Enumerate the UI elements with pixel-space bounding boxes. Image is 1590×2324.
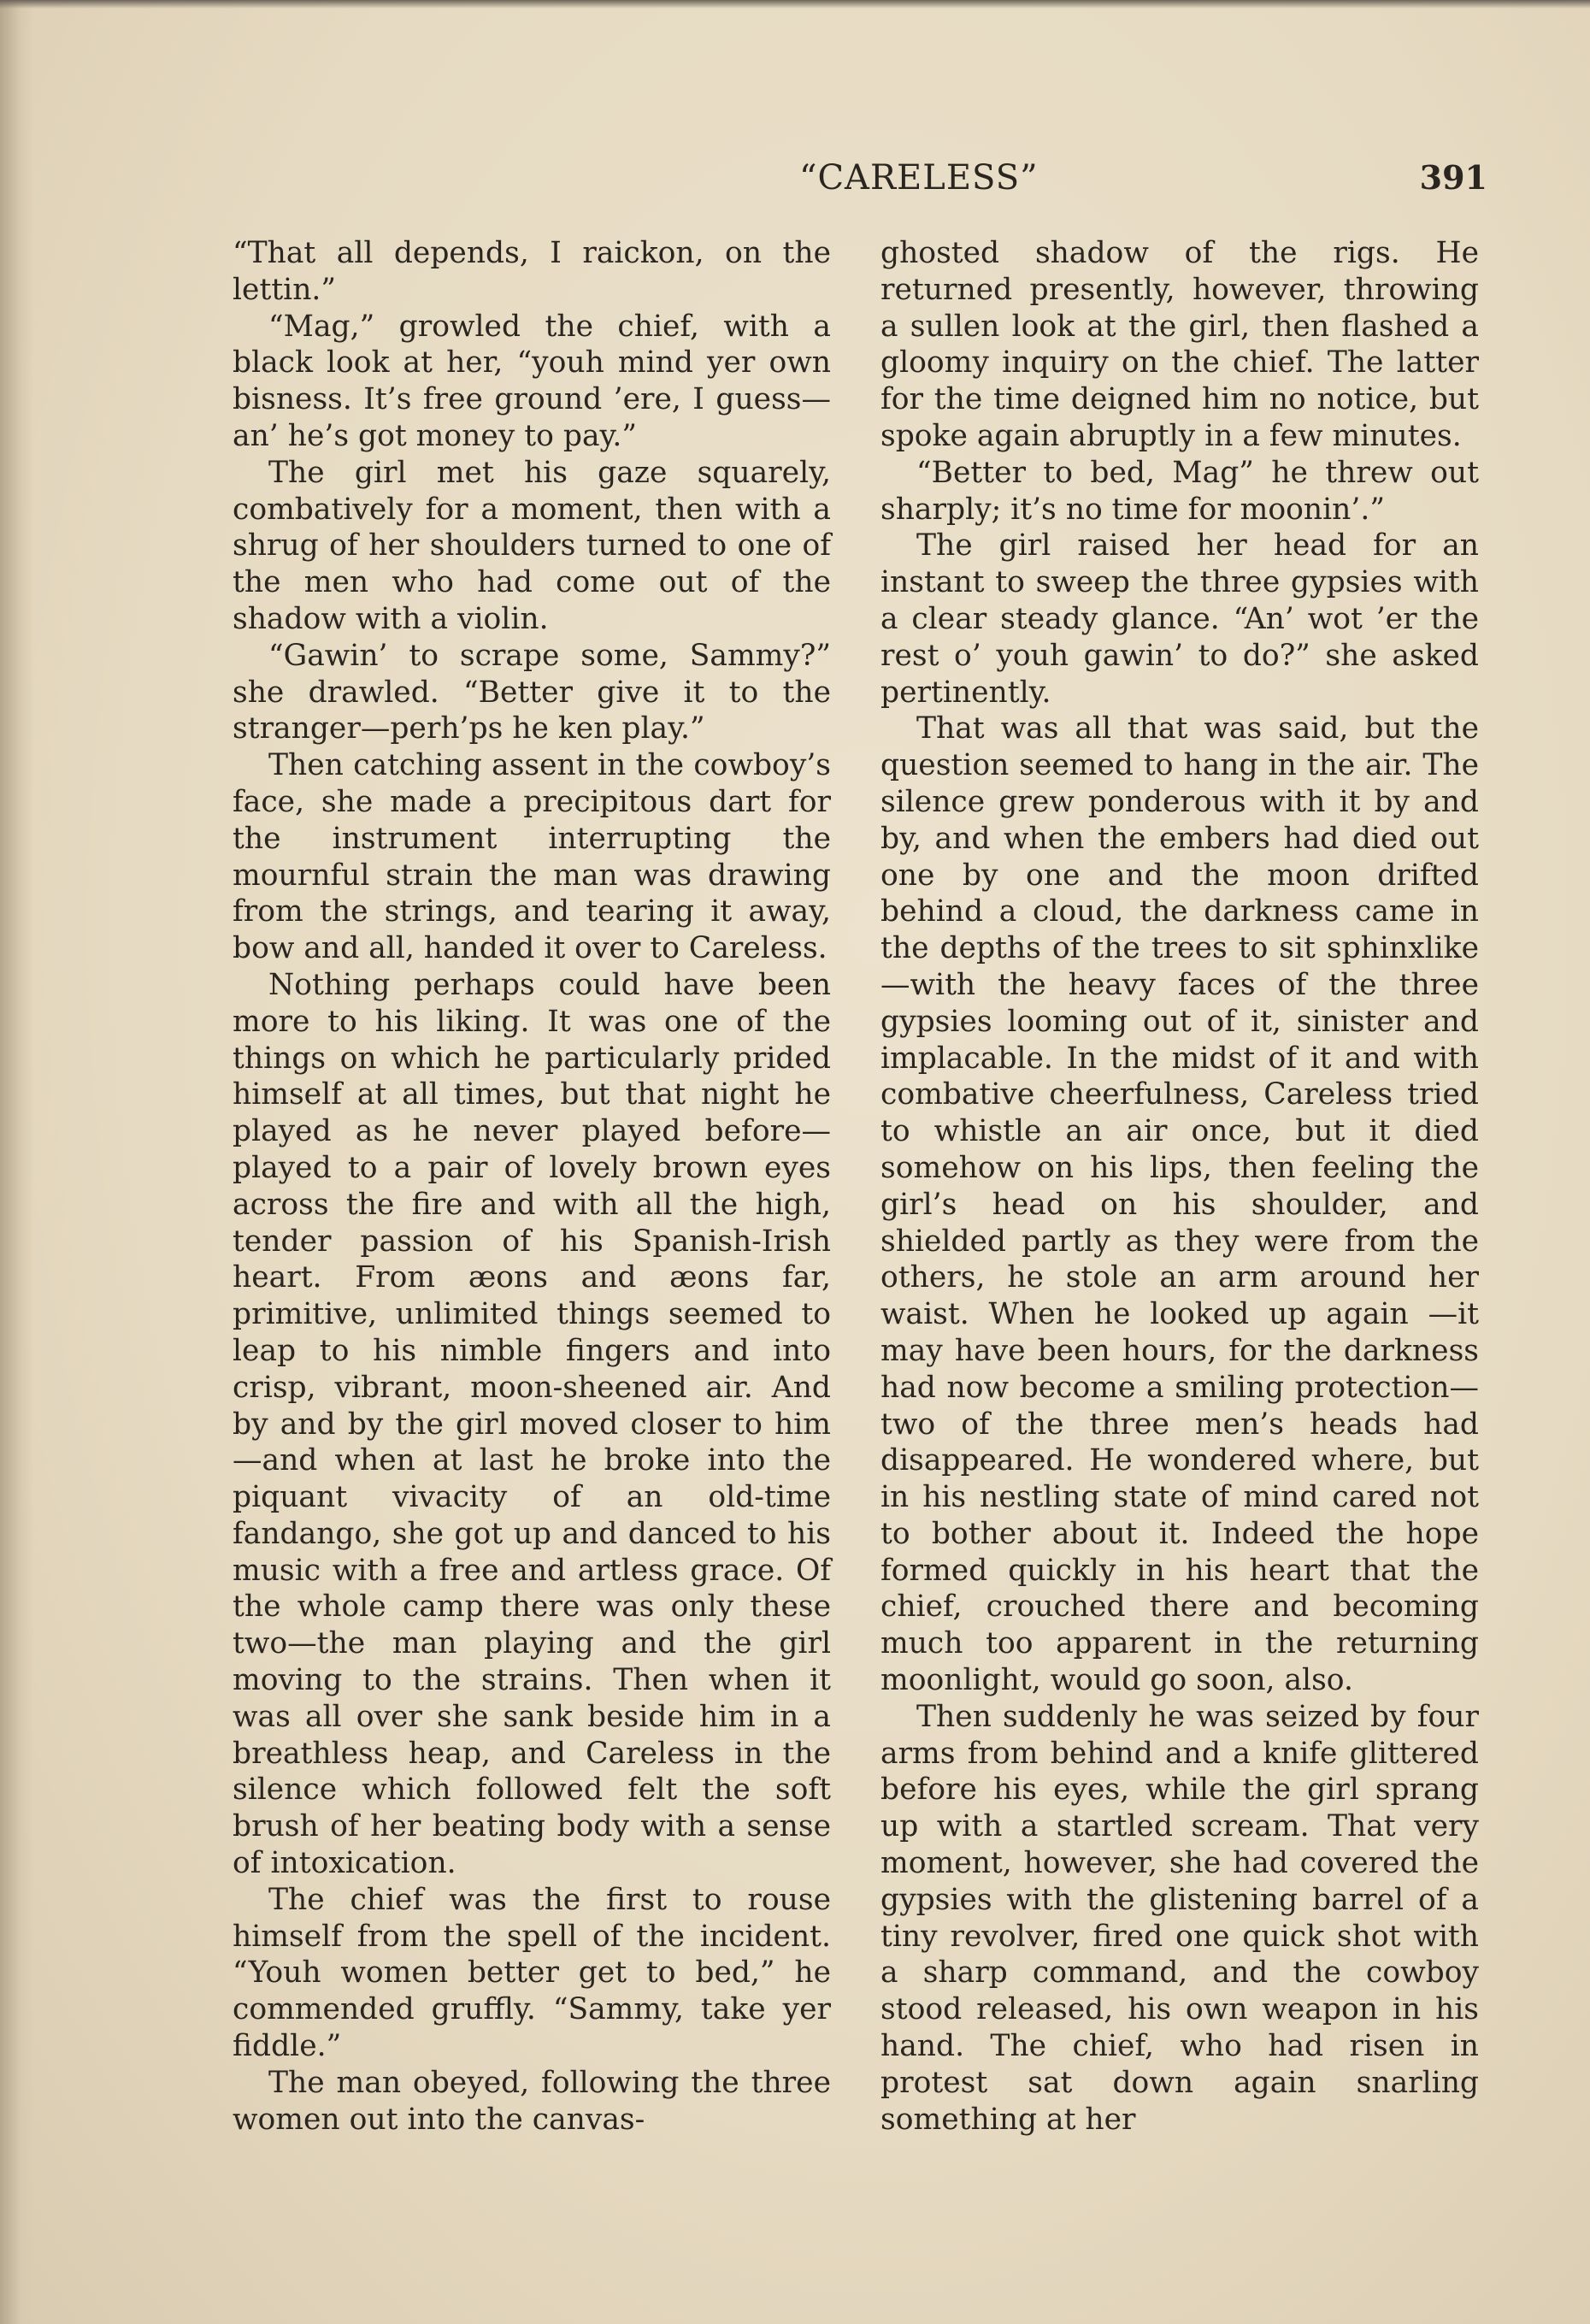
paragraph: The man obeyed, following the three women out into the canvas- <box>233 2065 831 2137</box>
running-header <box>231 158 1487 209</box>
running-title: “CARELESS” <box>799 158 1039 198</box>
top-edge <box>0 0 1590 9</box>
paragraph: “Gawin’ to scrape some, Sammy?” she drawled. “Better give it to the stranger—perh’ps he ken play.” <box>233 638 831 746</box>
paragraph: ghosted shadow of the rigs. He returned presently, however, throwing a sullen look at the girl, then flashed a gloomy inquiry on the chief. The latter for the time deigned him no notice, but spoke again abruptly in a few minutes. <box>880 236 1479 453</box>
paragraph: Nothing perhaps could have been more to his liking. It was one of the things on which he particularly prided himself at all times, but that night he played as he never played before—played to a pair of lovely brown eyes across the fire and with all the high, tender passion of his Spanish-Irish heart. From æons and æons far, primitive, unlimited things seemed to leap to his nimble fingers and into crisp, vibrant, moon-sheened air. And by and by the girl moved closer to him—and when at last he broke into the piquant vivacity of an old-time fandango, she got up and danced to his music with a free and artless grace. Of the whole camp there was only these two—the man playing and the girl moving to the strains. Then when it was all over she sank beside him in a breathless heap, and Careless in the silence which followed felt the soft brush of her beating body with a sense of intoxication. <box>233 967 831 1881</box>
left-column <box>233 235 831 2138</box>
paragraph: “Better to bed, Mag” he threw out sharply; it’s no time for moonin’.” <box>880 455 1479 527</box>
page-number: 391 <box>1419 158 1487 197</box>
paragraph: Then suddenly he was seized by four arms from behind and a knife glittered before his eyes, while the girl sprang up with a startled scream. That very moment, however, she had covered the gypsies with the glistening barrel of a tiny revolver, fired one quick shot with a sharp command, and the cowboy stood released, his own weapon in his hand. The chief, who had risen in protest sat down again snarling something at her <box>880 1699 1479 2137</box>
paragraph: The girl raised her head for an instant to sweep the three gypsies with a clear steady glance. “An’ wot ’er the rest o’ youh gawin’ to do?” she asked pertinently. <box>880 528 1479 710</box>
paragraph: “Mag,” growled the chief, with a black look at her, “youh mind yer own bisness. It’s free ground ’ere, I guess—an’ he’s got money to pay.” <box>233 309 831 453</box>
right-column <box>880 235 1479 2138</box>
paragraph: “That all depends, I raickon, on the lettin.” <box>233 236 831 307</box>
spine-shadow <box>0 0 34 2324</box>
paragraph: The girl met his gaze squarely, combatively for a moment, then with a shrug of her shoulders turned to one of the men who had come out of the shadow with a violin. <box>233 455 831 636</box>
paragraph: Then catching assent in the cowboy’s face, she made a precipitous dart for the instrument interrupting the mournful strain the man was drawing from the strings, and tearing it away, bow and all, handed it over to Careless. <box>233 748 831 966</box>
paragraph: The chief was the first to rouse himself from the spell of the incident. “Youh women better get to bed,” he commended gruffly. “Sammy, take yer fiddle.” <box>233 1882 831 2064</box>
paragraph: That was all that was said, but the question seemed to hang in the air. The silence grew ponderous with it by and by, and when the embers had died out one by one and the moon drifted behind a cloud, the darkness came in the depths of the trees to sit sphinxlike—with the heavy faces of the three gypsies looming out of it, sinister and implacable. In the midst of it and with combative cheerfulness, Careless tried to whistle an air once, but it died somehow on his lips, then feeling the girl’s head on his shoulder, and shielded partly as they were from the others, he stole an arm around her waist. When he looked up again —it may have been hours, for the darkness had now become a smiling protection—two of the three men’s heads had disappeared. He wondered where, but in his nestling state of mind cared not to bother about it. Indeed the hope formed quickly in his heart that the chief, crouched there and becoming much too apparent in the returning moonlight, would go soon, also. <box>880 711 1479 1698</box>
